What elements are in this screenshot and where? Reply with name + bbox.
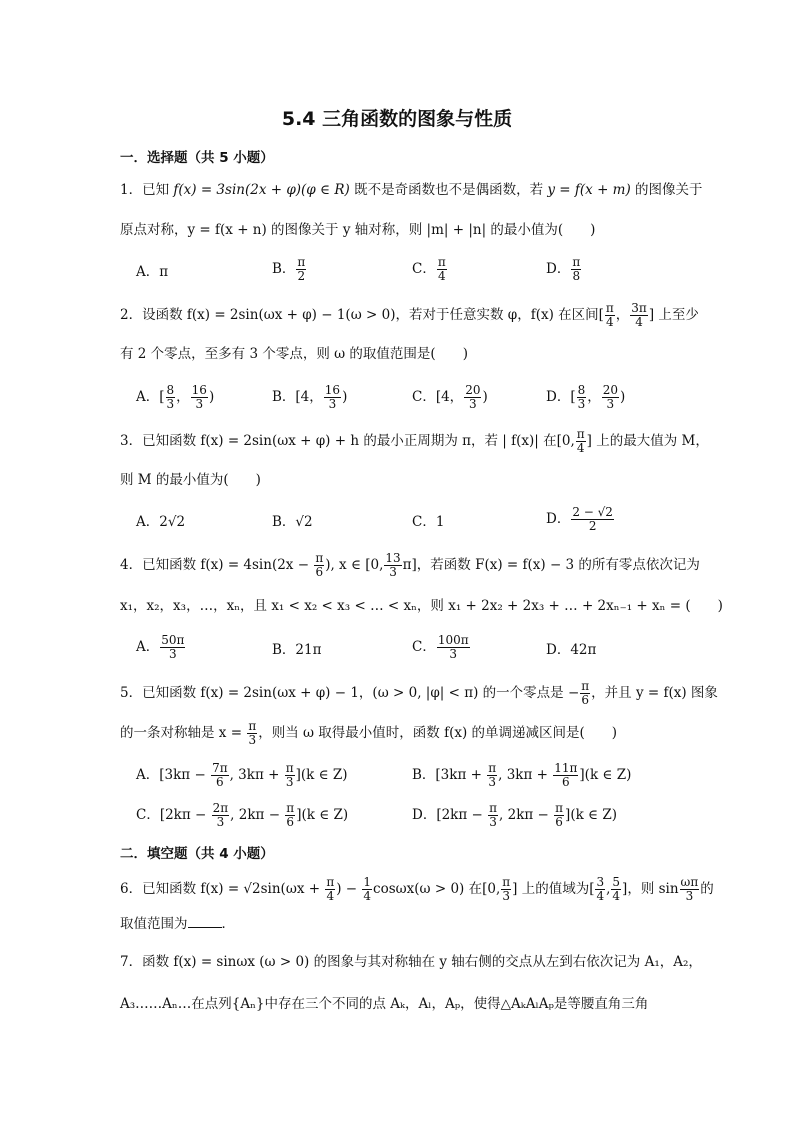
separator: , 3kπ +: [229, 767, 284, 783]
question-2-line-1: [120, 301, 699, 329]
q3-option-a: A．2√2: [136, 514, 186, 530]
q2-option-d: [546, 384, 625, 411]
q4-option-a: [136, 634, 186, 661]
q3-option-d: [546, 506, 615, 533]
question-5-line-1: [120, 679, 718, 707]
q5-text-d: ，则当 ω 取得最小值时，函数 f(x) 的单调递减区间是( ): [258, 725, 618, 741]
numerator: 2π: [212, 801, 229, 815]
fraction: [576, 428, 586, 455]
q5-text-b: ，并且 y = f(x) 图象: [591, 685, 718, 701]
q1-text-b: 既不是奇函数也不是偶函数，若: [349, 182, 548, 198]
denominator: 3: [449, 647, 458, 661]
option-label: A．[3kπ −: [136, 767, 211, 783]
fraction: [553, 762, 578, 789]
numerator: π: [248, 719, 257, 733]
option-label: D．: [546, 511, 571, 527]
denominator: 8: [572, 269, 581, 283]
q5-option-a: [136, 762, 348, 789]
fraction: [160, 634, 185, 661]
numerator: π: [437, 255, 446, 269]
question-6-line-1: [120, 875, 714, 903]
page-title: 5.4 三角函数的图象与性质: [281, 108, 513, 130]
q2-option-a: [136, 384, 214, 411]
option-label: B．[4，: [272, 389, 323, 405]
denominator: 6: [315, 565, 324, 579]
numerator: 3π: [631, 301, 647, 315]
q5-option-b: [412, 762, 631, 789]
question-3-line-2: 则 M 的最小值为( ): [120, 472, 261, 488]
denominator: 3: [169, 647, 177, 661]
fraction: [285, 762, 295, 789]
section-heading-choice: 一．选择题（共 5 小题）: [120, 150, 274, 166]
q5-text-c: 的一条对称轴是 x =: [120, 725, 247, 741]
denominator: 3: [216, 815, 225, 829]
bracket: ): [482, 389, 488, 405]
q1-text-c: 的图像关于: [630, 182, 703, 198]
denominator: 3: [488, 775, 496, 789]
bracket: ): [342, 389, 348, 405]
numerator: 3: [596, 875, 605, 889]
separator: , 2kπ −: [230, 807, 285, 823]
q2-text-b: ] 上至少: [648, 307, 699, 323]
bracket: ](k ∈ Z): [579, 767, 632, 783]
numerator: 16: [191, 383, 207, 397]
fraction: [602, 384, 619, 411]
q4-option-b: B．21π: [272, 642, 322, 658]
fraction: [611, 876, 621, 903]
numerator: 20: [602, 383, 619, 397]
option-label: C．: [412, 639, 436, 655]
numerator: 7π: [212, 761, 228, 775]
denominator: 6: [286, 815, 295, 829]
numerator: 5: [612, 875, 621, 889]
denominator: 3: [469, 397, 477, 411]
denominator: 2: [588, 519, 597, 533]
q3-option-c: C．1: [412, 514, 445, 530]
fraction: [580, 680, 590, 707]
question-4-line-2: x₁，x₂，x₃，…，xₙ，且 x₁ < x₂ < x₃ < … < xₙ，则 x₁ + 2x₂ + 2x₃ + … + 2xₙ₋₁ + xₙ = ( ): [120, 598, 723, 614]
denominator: 4: [576, 441, 585, 455]
q1-option-b-fraction: [296, 256, 306, 283]
q3-text-b: ] 上的最大值为 M，: [586, 433, 709, 449]
denominator: 3: [389, 565, 397, 579]
numerator: 20: [465, 383, 481, 397]
answer-blank[interactable]: [188, 915, 222, 928]
q2-text-a: 2．设函数 f(x) = 2sin(ωx + φ) − 1(ω > 0)，若对于任意实数 φ，f(x) 在区间[: [120, 307, 604, 323]
fraction: [487, 762, 497, 789]
fraction: [285, 802, 295, 829]
denominator: 3: [195, 397, 204, 411]
option-label: C．[2kπ −: [136, 807, 211, 823]
q1-math-a: f(x) = 3sin(2x + φ)(φ ∈ R): [173, 182, 350, 198]
option-label: D．[2kπ −: [412, 807, 488, 823]
q1-option-d: [546, 256, 582, 283]
q1-option-d-label: D．: [546, 261, 571, 277]
fraction: [384, 552, 401, 579]
q2-option-b: [272, 384, 347, 411]
denominator: 4: [326, 889, 335, 903]
numerator: π: [576, 427, 585, 441]
numerator: 1: [363, 875, 372, 889]
fraction: [324, 384, 341, 411]
numerator: π: [581, 679, 590, 693]
denominator: 6: [555, 815, 563, 829]
q3-text-a: 3．已知函数 f(x) = 2sin(ωx + φ) + h 的最小正周期为 π，若 | f(x)| 在[0,: [120, 433, 575, 449]
q4-text-m: ), x ∈ [0,: [325, 557, 384, 573]
q3-option-b: B．√2: [272, 514, 313, 530]
fraction: [212, 802, 230, 829]
question-2-line-2: 有 2 个零点，至多有 3 个零点，则 ω 的取值范围是( ): [120, 346, 468, 362]
q1-option-c-label: C．: [412, 261, 436, 277]
option-label: A．: [136, 639, 160, 655]
numerator: π: [489, 801, 498, 815]
fraction: [314, 552, 324, 579]
numerator: 100π: [437, 633, 469, 647]
fraction: [211, 762, 229, 789]
fraction: [464, 384, 481, 411]
denominator: 4: [596, 889, 605, 903]
denominator: 3: [285, 775, 294, 789]
option-label: A．[: [136, 389, 165, 405]
question-6-line-2: [120, 914, 680, 934]
numerator: π: [285, 761, 294, 775]
q6-period: ．: [221, 916, 235, 932]
numerator: π: [502, 875, 511, 889]
q6-text-m3: ] 上的值域为[: [512, 881, 595, 897]
numerator: 50π: [161, 633, 185, 647]
q2-interval-end: [630, 302, 648, 329]
q6-text-a: 6．已知函数 f(x) = √2sin(ωx +: [120, 881, 325, 897]
q1-option-c-fraction: [437, 256, 447, 283]
numerator: 8: [577, 383, 586, 397]
numerator: π: [605, 301, 614, 315]
q6-text-m1: ) −: [336, 881, 362, 897]
fraction: [362, 876, 372, 903]
denominator: 4: [606, 315, 614, 329]
denominator: 3: [248, 733, 257, 747]
q6-text-c: 取值范围为: [120, 916, 188, 932]
denominator: 4: [635, 315, 643, 329]
fraction: [571, 506, 614, 533]
q1-option-a: A．π: [136, 264, 169, 280]
bracket: ): [208, 389, 215, 405]
option-label: D．[: [546, 389, 576, 405]
option-label: B．[3kπ +: [412, 767, 487, 783]
question-7-line-2: A₃……Aₙ…在点列{Aₙ}中存在三个不同的点 Aₖ，Aₗ，Aₚ，使得△AₖAₗAₚ是等腰直角三角: [120, 996, 649, 1012]
numerator: 8: [166, 383, 175, 397]
question-5-line-2: [120, 720, 680, 747]
q5-option-d: [412, 802, 617, 829]
q1-option-d-fraction: [571, 256, 581, 283]
q2-option-c: [412, 384, 488, 411]
fraction: [577, 384, 587, 411]
q5-text-a: 5．已知函数 f(x) = 2sin(ωx + φ) − 1，(ω > 0, |φ| < π) 的一个零点是 −: [120, 685, 580, 701]
separator: ，: [176, 389, 190, 405]
q1-math-b: y = f(x + m): [547, 182, 631, 198]
numerator: 2 − √2: [572, 505, 613, 519]
denominator: 3: [502, 889, 511, 903]
fraction: [191, 384, 208, 411]
denominator: 6: [216, 775, 224, 789]
bracket: ](k ∈ Z): [295, 767, 348, 783]
question-1-line-2: 原点对称，y = f(x + n) 的图像关于 y 轴对称，则 |m| + |n| 的最小值为( ): [120, 222, 596, 238]
q1-option-b-label: B．: [272, 261, 296, 277]
fraction: [680, 876, 700, 903]
numerator: 16: [324, 383, 341, 397]
separator: ，: [587, 389, 601, 405]
numerator: π: [488, 761, 497, 775]
question-7-line-1: 7．函数 f(x) = sinωx (ω > 0) 的图象与其对称轴在 y 轴右侧的交点从左到右依次记为 A₁，A₂，: [120, 954, 702, 970]
numerator: ωπ: [680, 875, 699, 889]
denominator: 6: [562, 775, 570, 789]
separator: , 2kπ −: [499, 807, 554, 823]
fraction: [554, 802, 564, 829]
denominator: 4: [363, 889, 372, 903]
denominator: 3: [166, 397, 175, 411]
numerator: π: [326, 875, 335, 889]
q4-text-b: π]，若函数 F(x) = f(x) − 3 的所有零点依次记为: [402, 557, 700, 573]
q6-text-m2: cosωx(ω > 0) 在[0,: [373, 881, 501, 897]
q1-option-b: [272, 256, 307, 283]
denominator: 4: [612, 889, 621, 903]
q4-option-c: [412, 634, 471, 661]
bracket: ](k ∈ Z): [565, 807, 617, 823]
section-heading-fill: 二．填空题（共 4 小题）: [120, 846, 274, 862]
q2-interval-start: [605, 302, 615, 329]
question-1-line-1: [120, 180, 703, 200]
q4-text-a: 4．已知函数 f(x) = 4sin(2x −: [120, 557, 314, 573]
denominator: 3: [606, 397, 615, 411]
question-4-line-1: [120, 551, 700, 579]
denominator: 3: [328, 397, 337, 411]
fraction: [166, 384, 176, 411]
q2-separator: ，: [615, 307, 630, 323]
denominator: 3: [489, 815, 497, 829]
numerator: π: [286, 801, 295, 815]
q6-text-m5: ]，则 sin: [622, 881, 679, 897]
bracket: ): [620, 389, 626, 405]
bracket: ](k ∈ Z): [296, 807, 349, 823]
fraction: [595, 876, 605, 903]
question-3-line-1: [120, 427, 709, 455]
denominator: 3: [685, 889, 694, 903]
option-label: C．[4，: [412, 389, 464, 405]
numerator: 11π: [554, 761, 578, 775]
q1-option-c: [412, 256, 448, 283]
numerator: 13: [385, 551, 401, 565]
numerator: π: [315, 551, 324, 565]
fraction: [488, 802, 498, 829]
denominator: 2: [297, 269, 306, 283]
denominator: 3: [577, 397, 586, 411]
fraction: [325, 876, 335, 903]
numerator: π: [297, 255, 306, 269]
numerator: π: [572, 255, 581, 269]
q1-text-a: 1．已知: [120, 182, 174, 198]
q6-text-m4: ,: [606, 881, 611, 897]
denominator: 6: [581, 693, 590, 707]
separator: , 3kπ +: [498, 767, 553, 783]
q5-option-c: [136, 802, 348, 829]
fraction: [501, 876, 511, 903]
q4-option-d: D．42π: [546, 642, 597, 658]
denominator: 4: [437, 269, 446, 283]
q6-text-b: 的: [700, 881, 714, 897]
numerator: π: [555, 801, 564, 815]
fraction: [247, 720, 257, 747]
fraction: [437, 634, 470, 661]
